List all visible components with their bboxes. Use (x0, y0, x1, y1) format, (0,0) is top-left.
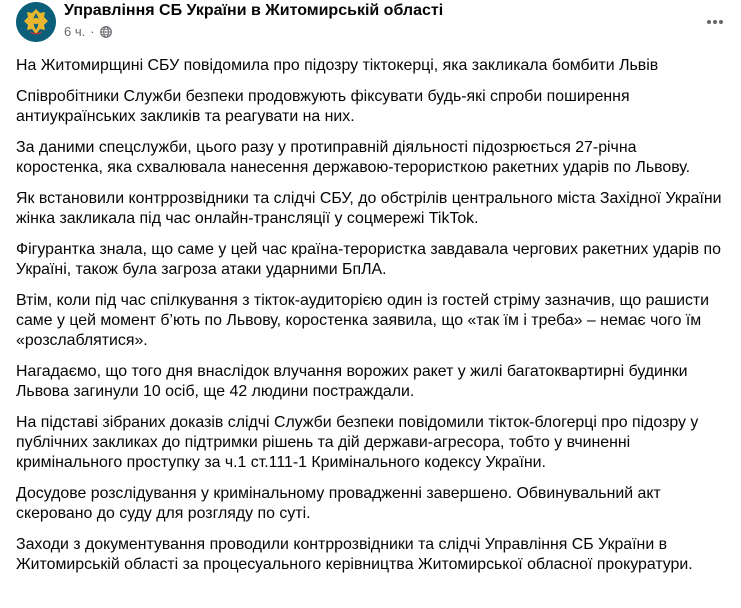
post-paragraph: Втім, коли під час спілкування з тікток-аудиторією один із гостей стріму зазначив, що рашисти саме у цей момент б’ють по Львову, коростенка заявила, що «так їм і треба» – немає чого їм «розслаблятися». (16, 292, 710, 349)
post-paragraph: Співробітники Служби безпеки продовжують фіксувати будь-які спроби поширення антиукраїнських закликів та реагувати на них. (16, 88, 630, 125)
post-header-text (64, 0, 697, 40)
post-paragraph: Досудове розслідування у кримінальному провадженні завершено. Обвинувальний акт скеровано до суду для розгляду по суті. (16, 485, 661, 522)
globe-icon[interactable] (100, 26, 112, 38)
post-paragraph: Фігурантка знала, що саме у цей час країна-терористка завдавала чергових ракетних ударів по Україні, також була загроза атаки ударними БпЛА. (16, 241, 721, 278)
ssu-emblem-icon (16, 2, 56, 42)
meta-separator: · (90, 24, 95, 39)
post-body (16, 56, 725, 575)
post-paragraph: На Житомирщині СБУ повідомила про підозру тіктокерці, яка закликала бомбити Львів (16, 57, 659, 74)
post-paragraph: Заходи з документування проводили контррозвідники та слідчі Управління СБ України в Житомирській області за процесуального керівництва Житомирської обласної прокуратури. (16, 536, 693, 573)
post-paragraph: За даними спецслужби, цього разу у протиправній діяльності підозрюється 27-річна коростенка, яка схвалювала нанесення державою-терористкою ракетних ударів по Львову. (16, 139, 691, 176)
post-paragraph: Нагадаємо, що того дня внаслідок влучання ворожих ракет у жилі багатоквартирні будинки Львова загинули 10 осіб, ще 42 людини постраждали. (16, 363, 688, 400)
post-paragraph: Як встановили контррозвідники та слідчі СБУ, до обстрілів центрального міста Західної України жінка закликала під час онлайн-трансляції у соцмережі TikTok. (16, 190, 722, 227)
more-options-icon (705, 12, 725, 32)
page-name-link[interactable]: Управління СБ України в Житомирській області (64, 2, 444, 19)
post-paragraph: На підставі зібраних доказів слідчі Служби безпеки повідомили тікток-блогерці про підозру у публічних закликах до підтримки рішень та дій держави-агресора, тобто у вчиненні кримінального проступку за ч.1 ст.111-1 Кримінального кодексу України. (16, 414, 699, 471)
page-avatar[interactable] (16, 2, 56, 42)
post-header (16, 0, 725, 56)
post-time[interactable]: 6 ч. (64, 24, 86, 39)
more-options-button[interactable] (697, 4, 733, 40)
post-meta (64, 24, 697, 40)
